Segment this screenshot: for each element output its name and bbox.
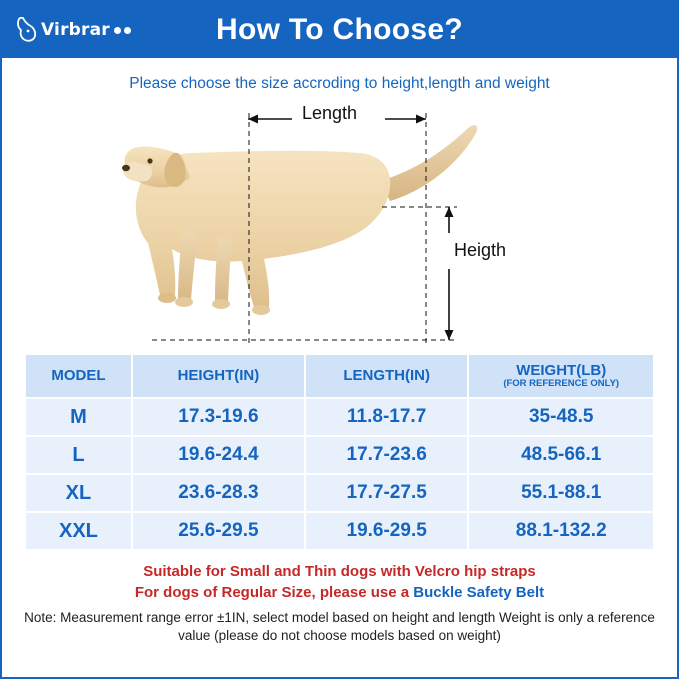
fineprint-note: Note: Measurement range error ±1IN, select model based on height and length Weight is only a reference value (please do not choose models based on weight)	[24, 609, 655, 644]
brand-dots-icon	[114, 27, 131, 34]
measurement-arrows	[2, 97, 679, 349]
size-table-wrap	[2, 353, 677, 551]
cell-height: 19.6-24.4	[132, 436, 305, 474]
cell-height: 17.3-19.6	[132, 398, 305, 436]
note-line-2	[24, 582, 655, 603]
note-line-2-blue: Buckle Safety Belt	[413, 584, 545, 602]
column-header-length: LENGTH(IN)	[305, 354, 469, 398]
note-line-1: Suitable for Small and Thin dogs with Velcro hip straps	[143, 563, 536, 580]
column-header-height: HEIGHT(IN)	[132, 354, 305, 398]
cell-weight: 48.5-66.1	[468, 436, 654, 474]
page-subtitle: Please choose the size accroding to height,length and weight	[129, 75, 550, 92]
cell-length: 17.7-27.5	[305, 474, 469, 512]
brand-name: Virbrar	[41, 20, 110, 40]
cell-length: 19.6-29.5	[305, 512, 469, 550]
cell-length: 17.7-23.6	[305, 436, 469, 474]
cell-weight: 88.1-132.2	[468, 512, 654, 550]
measurement-diagram	[2, 97, 679, 349]
page-title: How To Choose?	[216, 13, 463, 46]
cell-model: XL	[25, 474, 132, 512]
length-label: Length	[302, 103, 358, 123]
cell-model: M	[25, 398, 132, 436]
cell-length: 11.8-17.7	[305, 398, 469, 436]
cell-model: L	[25, 436, 132, 474]
table-row	[25, 436, 654, 474]
table-header-row	[25, 354, 654, 398]
footer-notes	[2, 561, 677, 646]
column-header-model: MODEL	[25, 354, 132, 398]
page-header	[2, 2, 677, 58]
table-row	[25, 512, 654, 550]
column-header-weight	[468, 354, 654, 398]
cell-height: 25.6-29.5	[132, 512, 305, 550]
brand-logo	[16, 17, 131, 43]
height-label: Heigth	[454, 240, 507, 260]
cell-weight: 55.1-88.1	[468, 474, 654, 512]
cell-model: XXL	[25, 512, 132, 550]
size-table	[24, 353, 655, 551]
column-header-weight-main: WEIGHT(LB)	[516, 361, 607, 379]
column-header-weight-sub: (FOR REFERENCE ONLY)	[503, 378, 620, 390]
dog-head-icon	[16, 17, 38, 43]
cell-weight: 35-48.5	[468, 398, 654, 436]
cell-height: 23.6-28.3	[132, 474, 305, 512]
note-line-2-red: For dogs of Regular Size, please use a	[134, 584, 414, 602]
table-row	[25, 398, 654, 436]
table-row	[25, 474, 654, 512]
